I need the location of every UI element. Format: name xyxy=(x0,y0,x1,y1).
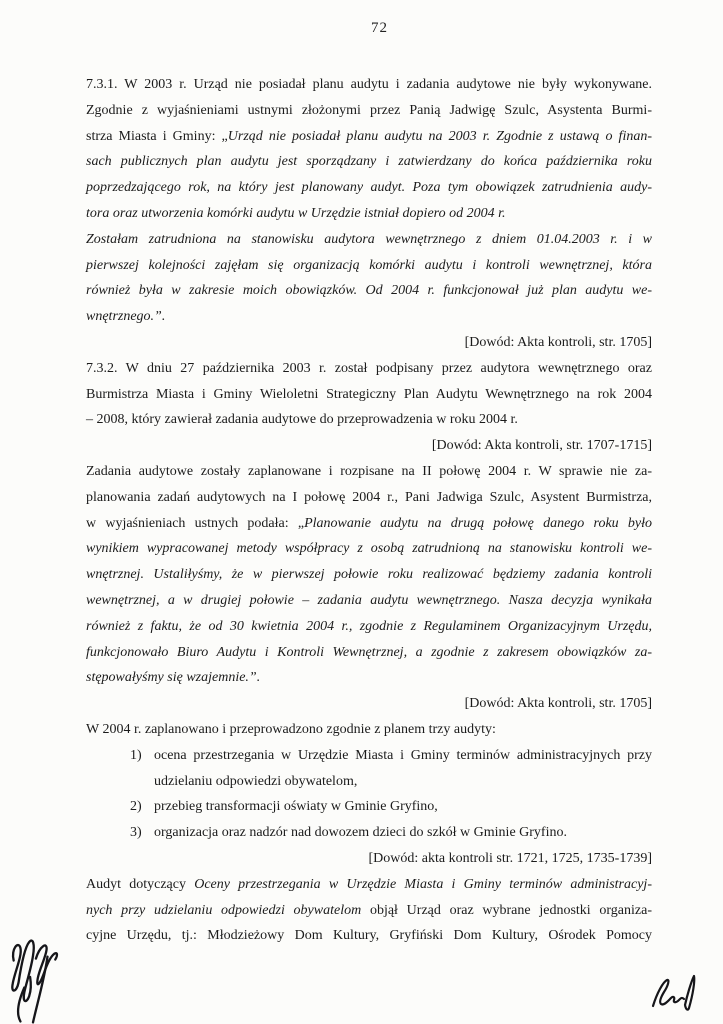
body-text-line xyxy=(86,459,652,485)
text-run-italic: Planowanie audytu na drugą połowę danego roku było xyxy=(304,515,652,531)
text-run-italic: również była w zakresie moich obowiązków. Od 2004 r. funkcjonował już plan audytu we- xyxy=(86,283,652,299)
text-run-italic: Zostałam zatrudniona na stanowisku audytora wewnętrznego z dniem 01.04.2003 r. i w xyxy=(86,231,652,247)
body-text-line xyxy=(86,201,652,227)
body-text-line xyxy=(86,407,652,433)
text-run-italic: Urząd nie posiadał planu audytu na 2003 r. Zgodnie z ustawą o finan- xyxy=(227,128,652,144)
body-text-line xyxy=(86,253,652,279)
body-text-line xyxy=(86,562,652,588)
list-item-line xyxy=(86,743,652,769)
body-text-line xyxy=(86,124,652,150)
text-run: [Dowód: akta kontroli str. 1721, 1725, 1735-1739] xyxy=(368,850,652,866)
text-run-italic: tora oraz utworzenia komórki audytu w Urzędzie istniał dopiero od 2004 r. xyxy=(86,205,506,221)
body-text-line xyxy=(86,278,652,304)
body-text-line xyxy=(86,356,652,382)
text-run-italic: stępowałyśmy się wzajemnie.”. xyxy=(86,670,261,686)
text-run: ocena przestrzegania w Urzędzie Miasta i Gminy terminów administracyjnych przy xyxy=(154,747,652,763)
text-run: Audyt dotyczący xyxy=(86,876,195,892)
text-run: – 2008, który zawierał zadania audytowe do przeprowadzenia w roku 2004 r. xyxy=(86,412,518,428)
text-run: objął Urząd oraz wybrane jednostki organiza- xyxy=(361,902,652,918)
text-run-italic: wnętrznej. Ustaliłyśmy, że w pierwszej połowie roku realizować będziemy zadania kontroli xyxy=(86,567,652,583)
text-run-italic: wewnętrznej, a w drugiej połowie – zadania audytu wewnętrznego. Nasza decyzja wynikała xyxy=(86,592,652,608)
body-text-line xyxy=(86,382,652,408)
text-run: cyjne Urzędu, tj.: Młodzieżowy Dom Kultury, Gryfiński Dom Kultury, Ośrodek Pomocy xyxy=(86,928,652,944)
text-run-italic: wnętrznego.”. xyxy=(86,309,166,325)
text-run: udzielaniu odpowiedzi obywatelom, xyxy=(154,773,358,789)
body-text-line xyxy=(86,665,652,691)
text-run: 7.3.2. W dniu 27 października 2003 r. został podpisany przez audytora wewnętrznego oraz xyxy=(86,360,652,376)
text-run: Burmistrza Miasta i Gminy Wieloletni Strategiczny Plan Audytu Wewnętrznego na rok 2004 xyxy=(86,386,652,402)
body-text-line xyxy=(86,614,652,640)
list-marker: 3) xyxy=(130,825,142,841)
list-item-continuation-line xyxy=(86,769,652,795)
evidence-reference-line xyxy=(86,846,652,872)
body-text-line xyxy=(86,588,652,614)
text-run: przebieg transformacji oświaty w Gminie Gryfino, xyxy=(154,799,438,815)
handwritten-signature-icon xyxy=(4,928,62,1024)
page-number: 72 xyxy=(371,20,388,36)
text-run: [Dowód: Akta kontroli, str. 1705] xyxy=(464,334,652,350)
text-run: Zgodnie z wyjaśnieniami ustnymi złożonymi przez Panią Jadwigę Szulc, Asystenta Burmi- xyxy=(86,102,652,118)
evidence-reference-line xyxy=(86,433,652,459)
body-text-line xyxy=(86,872,652,898)
list-marker: 2) xyxy=(130,799,142,815)
text-run: Zadania audytowe zostały zaplanowane i rozpisane na II połowę 2004 r. W sprawie nie za- xyxy=(86,463,652,479)
body-text-line xyxy=(86,227,652,253)
text-run: strza Miasta i Gminy: „ xyxy=(86,128,228,144)
text-run-italic: sach publicznych plan audytu jest sporządzany i zatwierdzany do końca października roku xyxy=(86,154,652,170)
evidence-reference-line xyxy=(86,330,652,356)
text-run: W 2004 r. zaplanowano i przeprowadzono zgodnie z planem trzy audyty: xyxy=(86,721,496,737)
body-text-line xyxy=(86,717,652,743)
body-text-line xyxy=(86,72,652,98)
text-run-italic: poprzedzającego rok, na który jest planowany audyt. Poza tym obowiązek zatrudnienia audy- xyxy=(86,180,652,196)
text-run: w wyjaśnieniach ustnych podała: „ xyxy=(86,515,305,531)
list-marker: 1) xyxy=(130,747,142,763)
text-run-italic: funkcjonowało Biuro Audytu i Kontroli Wewnętrznej, a zgodnie z zakresem obowiązków za- xyxy=(86,644,652,660)
body-text-line xyxy=(86,511,652,537)
text-run: [Dowód: Akta kontroli, str. 1707-1715] xyxy=(431,438,652,454)
text-run-italic: nych przy udzielaniu odpowiedzi obywatelom xyxy=(86,902,362,918)
text-run: 7.3.1. W 2003 r. Urząd nie posiadał planu audytu i zadania audytowe nie były wykonywane. xyxy=(86,77,652,92)
body-text-line xyxy=(86,640,652,666)
text-run-italic: pierwszej kolejności zajęłam się organizacją komórki audytu i kontroli wewnętrznej, która xyxy=(86,257,652,273)
list-item-line xyxy=(86,794,652,820)
text-run: [Dowód: Akta kontroli, str. 1705] xyxy=(464,696,652,712)
text-run: planowania zadań audytowych na I połowę 2004 r., Pani Jadwiga Szulc, Asystent Burmistrza, xyxy=(86,489,652,505)
text-run: organizacja oraz nadzór nad dowozem dzieci do szkół w Gminie Gryfino. xyxy=(154,825,567,841)
list-item-line xyxy=(86,820,652,846)
body-text-line xyxy=(86,149,652,175)
evidence-reference-line xyxy=(86,691,652,717)
text-run-italic: również z faktu, że od 30 kwietnia 2004 r., zgodnie z Regulaminem Organizacyjnym Urzędu, xyxy=(86,618,652,634)
body-text-line xyxy=(86,536,652,562)
handwritten-initials-icon xyxy=(648,970,698,1016)
document-body xyxy=(86,72,652,949)
body-text-line xyxy=(86,485,652,511)
body-text-line xyxy=(86,98,652,124)
body-text-line xyxy=(86,923,652,949)
body-text-line xyxy=(86,175,652,201)
body-text-line xyxy=(86,304,652,330)
text-run-italic: Oceny przestrzegania w Urzędzie Miasta i Gminy terminów administracyj- xyxy=(194,876,652,892)
body-text-line xyxy=(86,898,652,924)
text-run-italic: wynikiem wypracowanej metody współpracy z osobą zatrudnioną na stanowisku kontroli we- xyxy=(86,541,652,557)
